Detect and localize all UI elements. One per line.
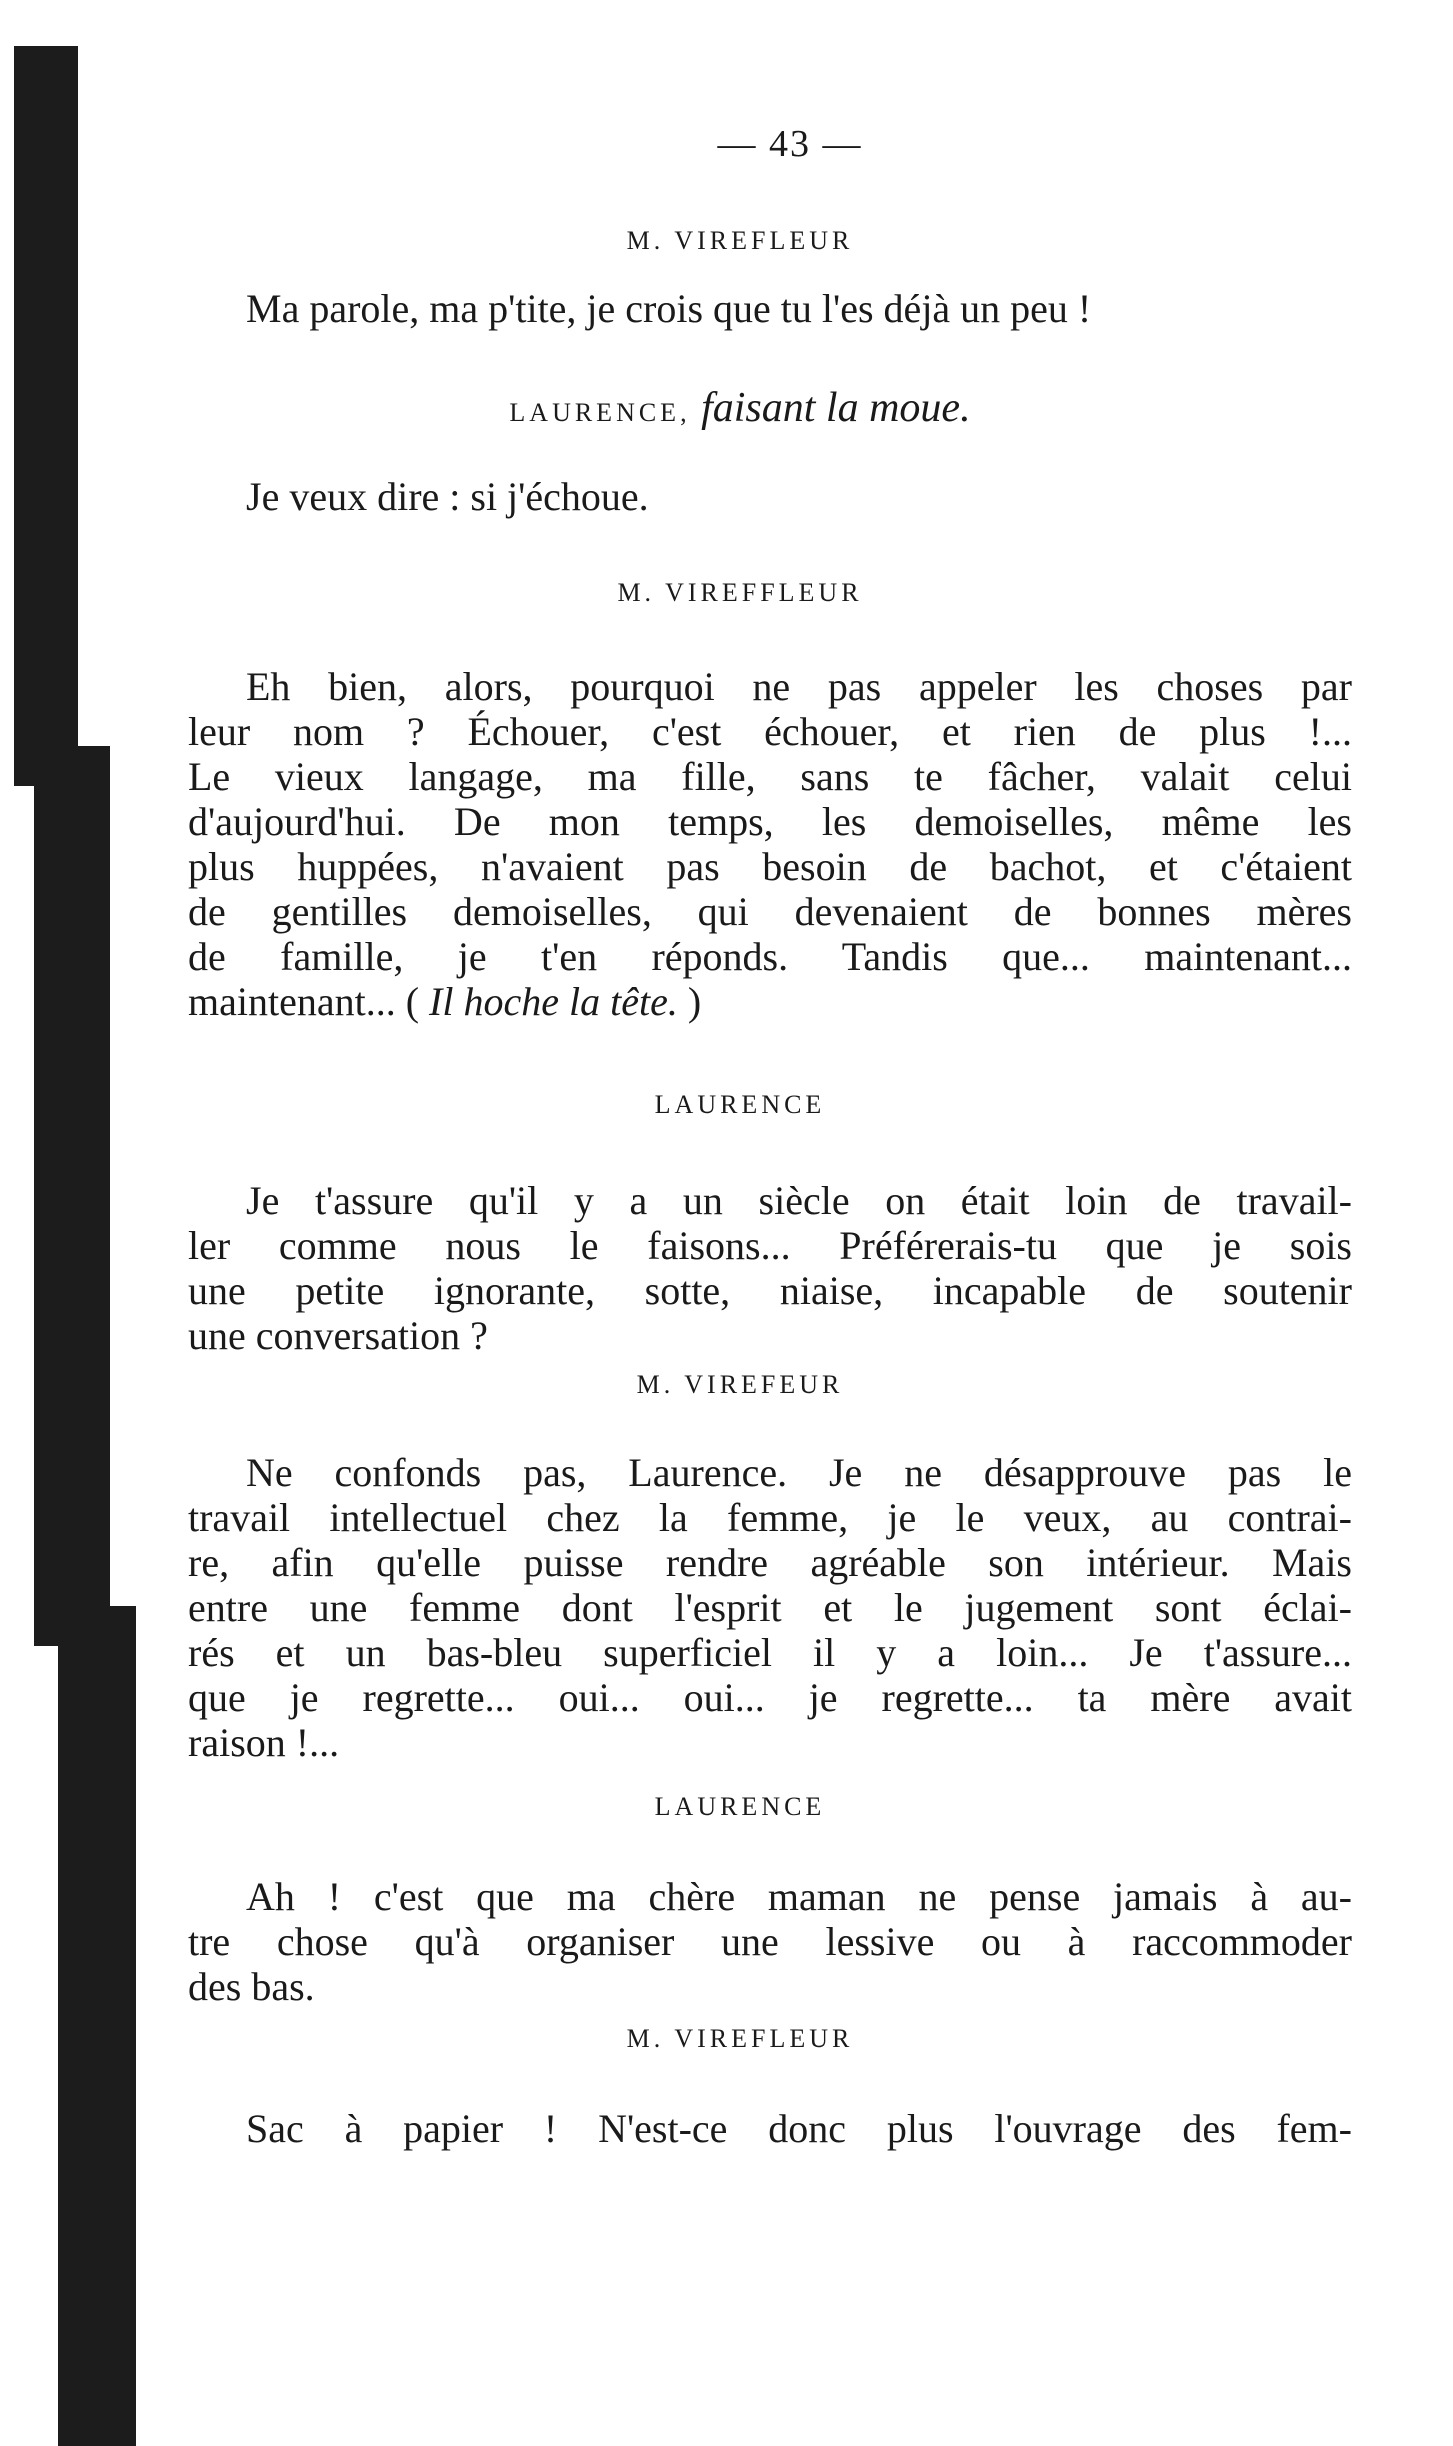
- speech-line: [188, 979, 1352, 1024]
- speech-block: [188, 474, 1352, 519]
- speech-line: re, afin qu'elle puisse rendre agréable son intérieur. Mais: [188, 1540, 1352, 1585]
- speaker-label: M. VIREFLEUR: [626, 2024, 854, 2053]
- speech-line: une petite ignorante, sotte, niaise, incapable de soutenir: [188, 1268, 1352, 1313]
- speaker-label: M. VIREFFLEUR: [617, 578, 863, 607]
- speech-block: [188, 1178, 1352, 1358]
- speech-line: Ma parole, ma p'tite, je crois que tu l'es déjà un peu !: [246, 286, 1092, 331]
- speech-line: raison !...: [188, 1720, 340, 1765]
- speech-line: leur nom ? Échouer, c'est échouer, et rien de plus !...: [188, 709, 1352, 754]
- page-number: — 43 —: [717, 123, 863, 165]
- stage-direction: Il hoche la tête.: [429, 979, 678, 1024]
- speech-line: des bas.: [188, 1964, 315, 2009]
- speech-block: [188, 1874, 1352, 2009]
- speech-line: Je t'assure qu'il y a un siècle on était loin de travail-: [246, 1178, 1352, 1223]
- speech-line: rés et un bas-bleu superficiel il y a loin... Je t'assure...: [188, 1630, 1352, 1675]
- speech-block: [188, 1450, 1352, 1765]
- speech-line: travail intellectuel chez la femme, je le veux, au contrai-: [188, 1495, 1352, 1540]
- speech-line: Eh bien, alors, pourquoi ne pas appeler les choses par: [246, 664, 1352, 709]
- speech-line: d'aujourd'hui. De mon temps, les demoiselles, même les: [188, 799, 1352, 844]
- speech-line: ler comme nous le faisons... Préférerais-tu que je sois: [188, 1223, 1352, 1268]
- speech-line: tre chose qu'à organiser une lessive ou à raccommoder: [188, 1919, 1352, 1964]
- speech-line: Je veux dire : si j'échoue.: [246, 474, 649, 519]
- speech-text: maintenant... (: [188, 979, 420, 1024]
- speech-line: que je regrette... oui... oui... je regrette... ta mère avait: [188, 1675, 1352, 1720]
- speech-line: Sac à papier ! N'est-ce donc plus l'ouvrage des fem-: [246, 2106, 1352, 2151]
- speaker-name: LAURENCE,: [509, 398, 691, 427]
- speaker-label: M. VIREFEUR: [636, 1370, 844, 1399]
- speech-line: Ah ! c'est que ma chère maman ne pense jamais à au-: [246, 1874, 1352, 1919]
- speaker-label: M. VIREFLEUR: [626, 226, 854, 255]
- speaker-label: [0, 384, 1453, 432]
- stage-direction-close: ): [687, 979, 702, 1024]
- speech-line: de gentilles demoiselles, qui devenaient de bonnes mères: [188, 889, 1352, 934]
- speech-block: [188, 286, 1352, 331]
- speech-line: de famille, je t'en réponds. Tandis que... maintenant...: [188, 934, 1352, 979]
- speech-line: plus huppées, n'avaient pas besoin de bachot, et c'étaient: [188, 844, 1352, 889]
- speaker-label: LAURENCE: [654, 1792, 826, 1821]
- speaker-label: LAURENCE: [654, 1090, 826, 1119]
- speech-line: Ne confonds pas, Laurence. Je ne désapprouve pas le: [246, 1450, 1352, 1495]
- speech-line: entre une femme dont l'esprit et le jugement sont éclai-: [188, 1585, 1352, 1630]
- stage-direction: faisant la moue.: [701, 385, 971, 431]
- speech-block: [188, 664, 1352, 1024]
- speech-line: Le vieux langage, ma fille, sans te fâcher, valait celui: [188, 754, 1352, 799]
- speech-block: [188, 2106, 1352, 2151]
- binding-shadow-middle: [34, 746, 110, 1646]
- speech-line: une conversation ?: [188, 1313, 488, 1358]
